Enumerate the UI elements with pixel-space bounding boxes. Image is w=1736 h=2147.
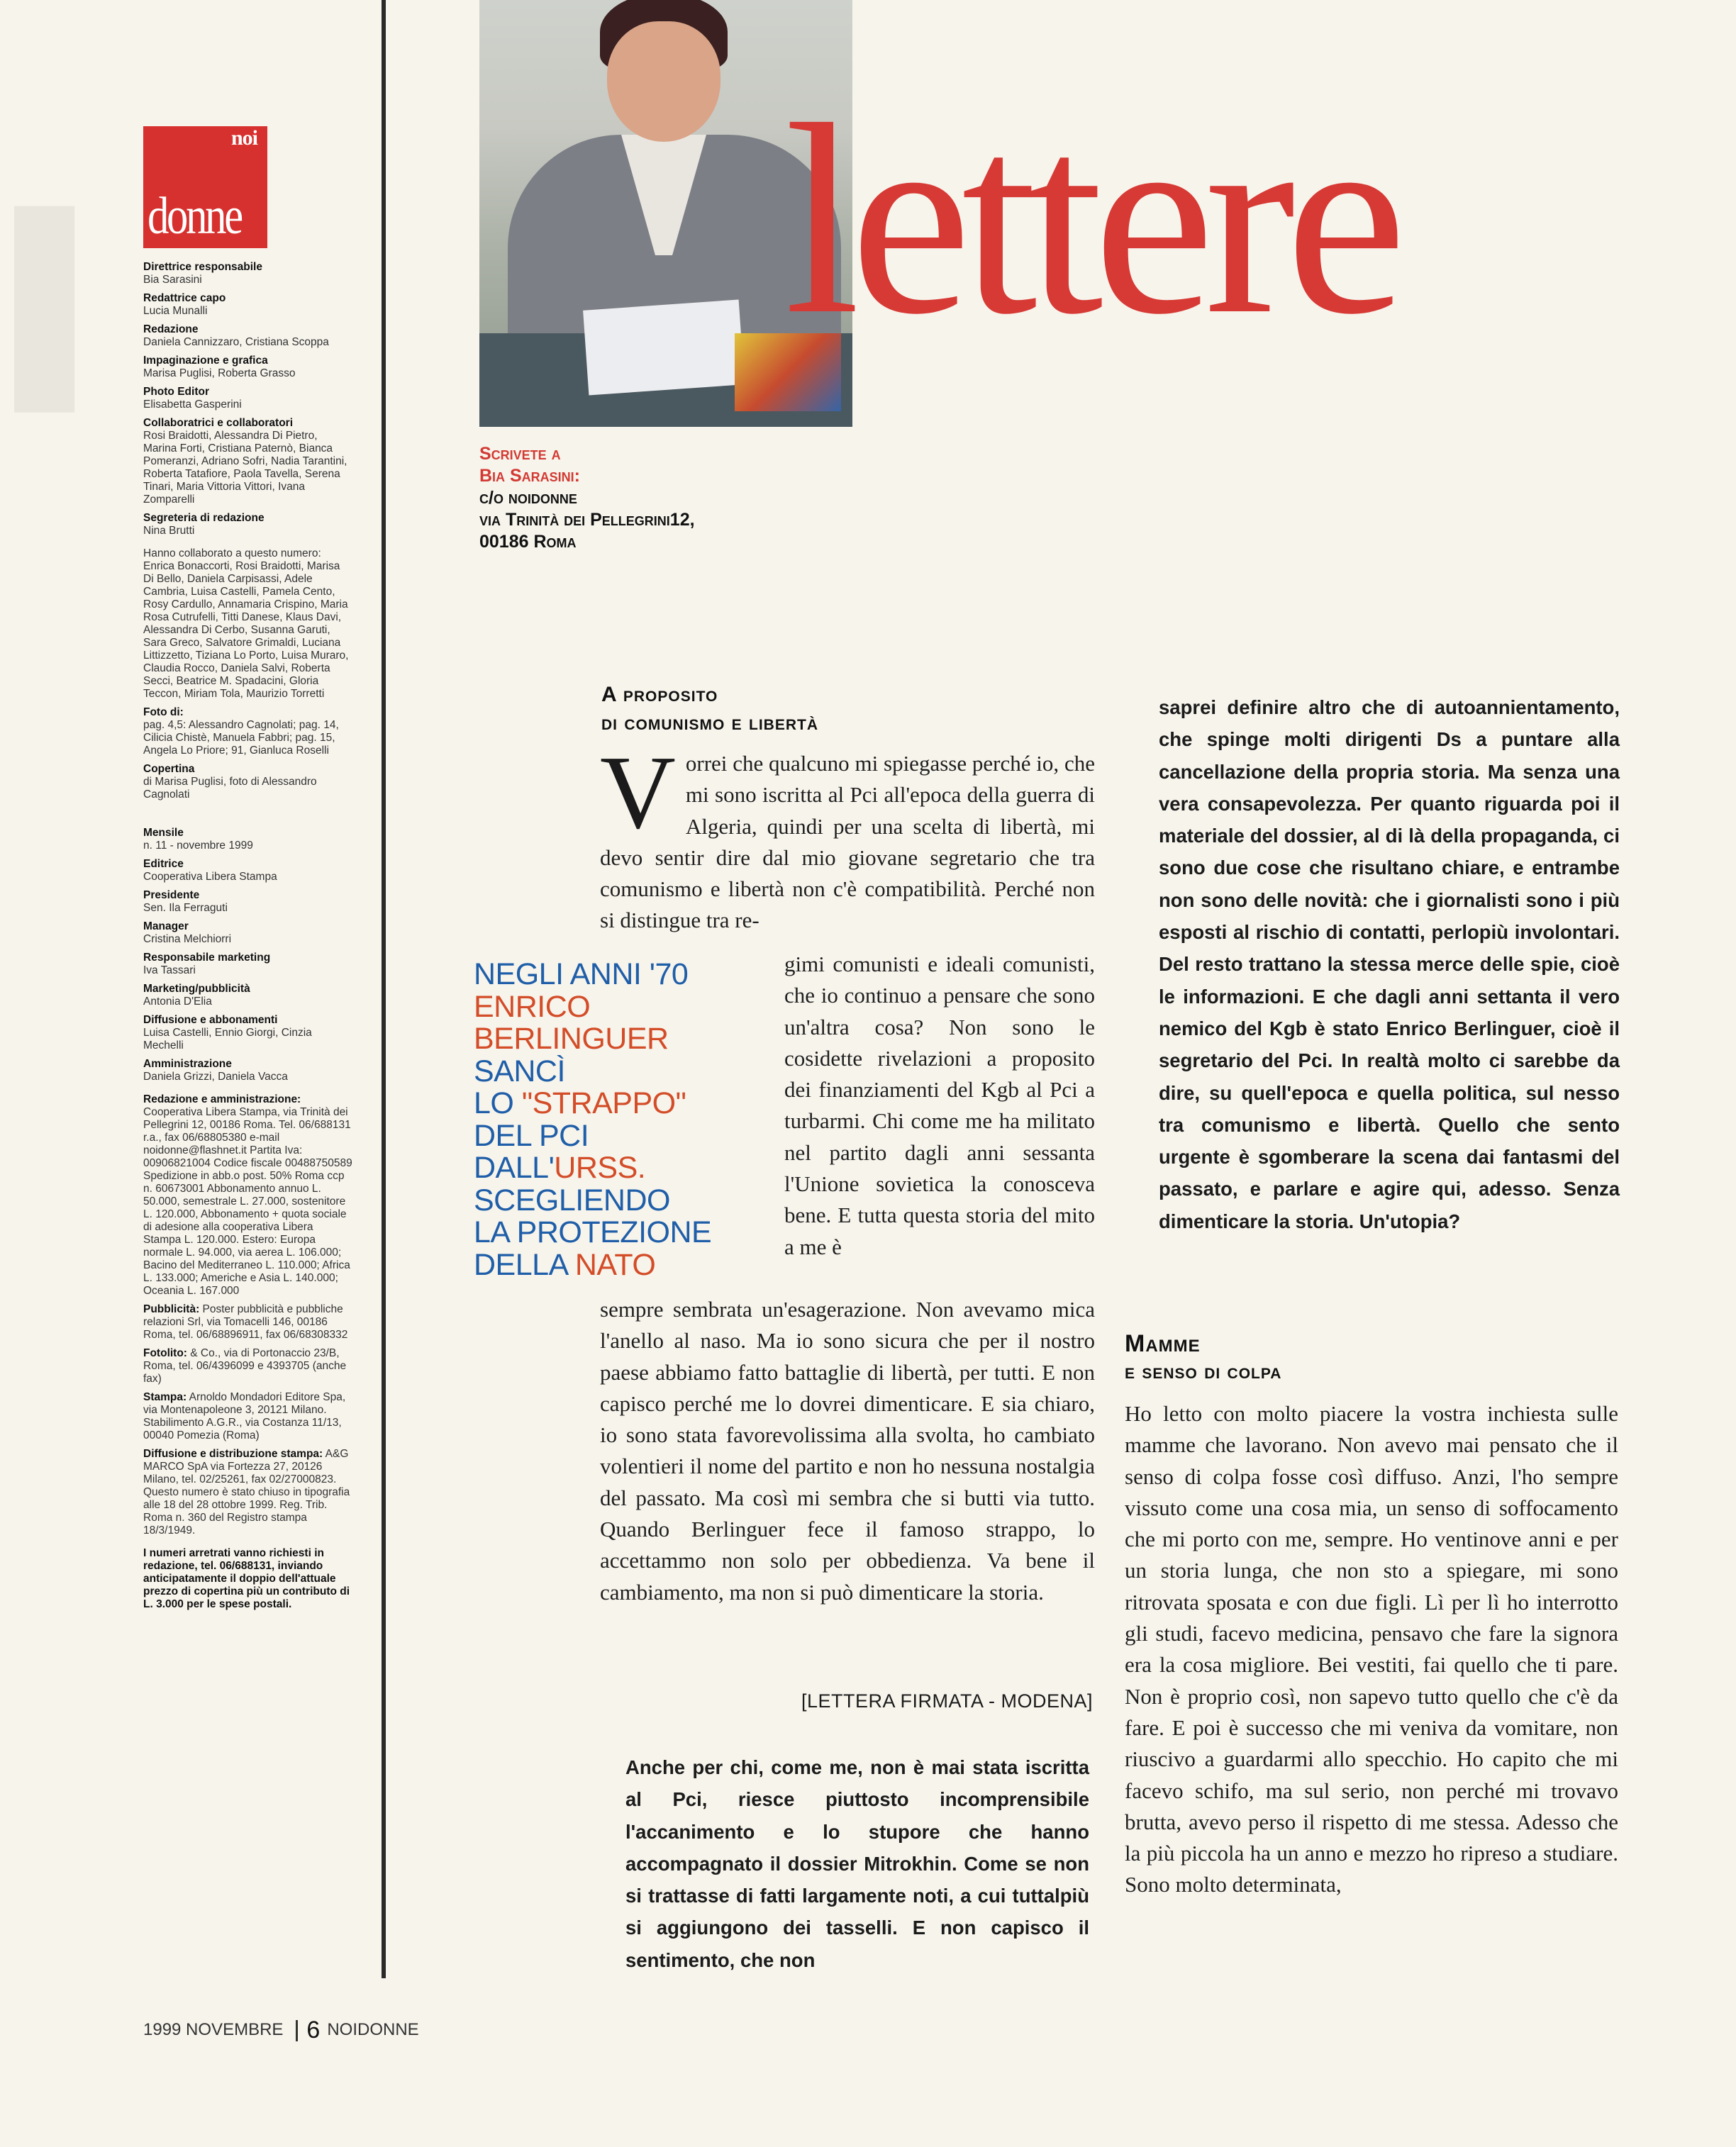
masthead-entry2-3: Manager Cristina Melchiorri — [143, 920, 232, 945]
page-footer: 1999 NOVEMBRE 6 NOIDONNE — [143, 2017, 419, 2043]
masthead-entry-5: Collaboratrici e collaboratori Rosi Braidotti, Alessandra Di Pietro, Marina Forti, Cristiana Paternò, Bianca Pomeranzi, Adriano Sofri, Nadia Tarantini, Roberta Tatafiore, Paola Tavella, Serena Tinari, Maria Vittoria Vittori, Ivana Zomparelli — [143, 417, 347, 506]
letter1-text-mid: gimi comunisti e ideali comunisti, che io continuo a pensare che sono un'altra cosa? Non sono le cosidette rivelazioni a proposito dei finanziamenti del Kgb al Pci a turbarmi. Chi come me ha militato nel partito dagli anni sessanta l'Unione sovietica la conosceva bene. E tutta questa storia del mito a me è — [784, 952, 1095, 1259]
column-divider — [382, 0, 386, 1978]
masthead-paragraph-2: Fotolito: & Co., via di Portonaccio 23/B, Roma, tel. 06/4396099 e 4393705 (anche fax) — [143, 1347, 347, 1385]
background-decoration: ▌ — [14, 209, 128, 398]
masthead-entry2-2: Presidente Sen. Ila Ferraguti — [143, 889, 228, 914]
masthead-entry2-4: Responsabile marketing Iva Tassari — [143, 952, 271, 976]
photo-credits: Foto di: pag. 4,5: Alessandro Cagnolati; pag. 14, Cilicia Chistè, Manuela Fabbri; pag. 15, Angela Lo Priore; 91, Gianluca Roselli — [143, 706, 339, 757]
letter1-signature: [LETTERA FIRMATA - MODENA] — [801, 1690, 1094, 1712]
masthead — [143, 126, 352, 1617]
back-issues-note: I numeri arretrati vanno richiesti in redazione, tel. 06/688131, inviando anticipatamente il doppio dell'attuale prezzo di copertina più un contributo di L. 3.000 per le spese postali. — [143, 1547, 350, 1610]
masthead-entry2-5: Marketing/pubblicità Antonia D'Elia — [143, 983, 250, 1008]
letter1-heading: A proposito di comunismo e libertà — [601, 683, 818, 735]
page-title: lettere — [784, 69, 1397, 371]
noidonne-logo — [143, 126, 267, 248]
dropcap: V — [600, 735, 676, 851]
logo-donne: donne — [148, 187, 241, 245]
masthead-entry-1: Redattrice capo Lucia Munalli — [143, 292, 226, 317]
masthead-entry-3: Impaginazione e grafica Marisa Puglisi, Roberta Grasso — [143, 355, 296, 379]
letter1-text-top: Vorrei che qualcuno mi spiegasse perché io, che mi sono iscritta al Pci all'epoca della guerra di Algeria, quindi per una scelta di libertà, mi devo sentir dire dal mio giovane segretario che tra comunismo e libertà non c'è compatibilità. Perché non si distingue tra re- — [600, 735, 1095, 933]
logo-noi: noi — [230, 126, 257, 150]
letter1-text-bottom: sempre sembrata un'esagerazione. Non avevamo mica l'anello al naso. Ma io sono sicura che per il nostro paese abbiamo fatto battaglie di libertà, per tutti. E non capisco perché me lo dovrei dimenticare. E sia chiaro, io sono stata favorevolissima alla svolta, ho cambiato volentieri il nome del partito e non ho nessuna nostalgia del passato. Ma così mi sembra che si butti via tutto. Quando Berlinguer fece il famoso strappo, lo accettammo non solo per obbedienza. Va bene il cambiamento, ma non si può dimenticare la storia. — [600, 1297, 1095, 1605]
masthead-entry2-6: Diffusione e abbonamenti Luisa Castelli, Ennio Giorgi, Cinzia Mechelli — [143, 1014, 312, 1052]
masthead-entry-0: Direttrice responsabile Bia Sarasini — [143, 261, 262, 286]
reply-part2: saprei definire altro che di autoannientamento, che spinge molti dirigenti Ds a puntare alla cancellazione della propria storia. Ma senza una vera consapevolezza. Per quanto riguarda poi il materiale del dossier, al di là della propaganda, ci sono due cose che risultano chiare, e entrambe non sono delle novità: che i giornalisti sono i più esposti al rischio di contatti, perlopiù involontari. Del resto trattano la stessa merce delle spie, cioè le informazioni. E che dagli anni settanta il vero nemico del Kgb è stato Enrico Berlinguer, cioè il segretario del Pci. In realtà molto ci sarebbe da dire, su quell'epoca e quella politica, sul nesso tra comunismo e libertà. Quello che sento urgente è sgomberare la scena dai fantasmi del passato, e parlare e agire qui, adesso. Senza dimenticare la storia. Un'utopia? — [1159, 696, 1620, 1232]
cover-credits: Copertina di Marisa Puglisi, foto di Alessandro Cagnolati — [143, 763, 317, 801]
masthead-entry-4: Photo Editor Elisabetta Gasperini — [143, 386, 242, 411]
page-number: 6 — [306, 2017, 321, 2043]
pull-quote: NEGLI ANNI '70 ENRICO BERLINGUER SANCÌ LO "STRAPPO" DEL PCI DALL'URSS. SCEGLIENDO LA PROTEZIONE DELLA NATO — [474, 957, 712, 1282]
masthead-entry-2: Redazione Daniela Cannizzaro, Cristiana Scoppa — [143, 323, 329, 348]
letter2-text: Ho letto con molto piacere la vostra inchiesta sulle mamme che lavorano. Non avevo mai pensato che il senso di colpa fosse così diffuso. Anzi, l'ho sempre vissuto come una cosa mia, un senso di soffocamento che mi porto con me, sempre. Ho ventinove anni e per un storia lunga, che non sto a spiegare, mi sono ritrovata sposata e con due figli. Lì per lì ho interrotto gli studi, facevo medicina, pensavo che fare la signora era la cosa migliore. Bei vestiti, fai quello che ti pare. Non è proprio così, non sapevo tutto quello che c'è da fare. E poi è successo che mi veniva da vomitare, non riuscivo a guardarmi allo specchio. Ho capito che mi facevo schifo, ma sul serio, non perché mi trovavo brutta, avevo perso il rispetto di me stessa. Adesso che la più piccola ha un anno e mezzo ho ripreso a studiare. Sono molto determinata, — [1125, 1401, 1618, 1897]
address-block: Scrivete a Bia Sarasini: c/o noidonne via Trinità dei Pellegrini12, 00186 Roma — [479, 444, 695, 552]
masthead-paragraph-4: Diffusione e distribuzione stampa: A&G MARCO SpA via Fortezza 27, 20126 Milano, tel. 02/25261, fax 02/27000823. Questo numero è stato chiuso in tipografia alle 18 del 28 ottobre 1999. Reg. Trib. Roma n. 360 del Registro stampa 18/3/1949. — [143, 1448, 350, 1537]
masthead-paragraph-1: Pubblicità: Poster pubblicità e pubbliche relazioni Srl, via Tomacelli 146, 00186 Roma, tel. 06/68896911, fax 06/68308332 — [143, 1303, 348, 1341]
contributors: Hanno collaborato a questo numero: Enrica Bonaccorti, Rosi Braidotti, Marisa Di Bello, Daniela Carpisassi, Adele Cambria, Luisa Castelli, Pamela Cento, Rosy Cardullo, Annamaria Crispino, Maria Rosa Cutrufelli, Titti Danese, Klaus Davi, Alessandra Di Cerbo, Susanna Garuti, Sara Greco, Salvatore Grimaldi, Luciana Littizzetto, Tiziana Lo Porto, Luisa Muraro, Claudia Rocco, Daniela Salvi, Roberta Secci, Beatrice M. Spadacini, Gloria Teccon, Miriam Tola, Maurizio Torretti — [143, 547, 349, 700]
reply-part1: Anche per chi, come me, non è mai stata iscritta al Pci, riesce piuttosto incomprensibile l'accanimento e lo stupore che hanno accompagnato il dossier Mitrokhin. Come se non si trattasse di fatti largamente noti, a cui tuttalpiù si aggiungono dei tasselli. E non capisco il sentimento, che non — [625, 1756, 1089, 1971]
masthead-paragraph-3: Stampa: Arnoldo Mondadori Editore Spa, via Montenapoleone 3, 20121 Milano. Stabilimento A.G.R., via Costanza 11/13, 00040 Pomezia (Roma) — [143, 1391, 346, 1441]
letter2-heading: Mamme e senso di colpa — [1125, 1330, 1282, 1383]
masthead-entry2-7: Amministrazione Daniela Grizzi, Daniela Vacca — [143, 1058, 288, 1083]
masthead-paragraph-0: Redazione e amministrazione: Cooperativa Libera Stampa, via Trinità dei Pellegrini 12, 00186 Roma. Tel. 06/688131 r.a., fax 06/68805380 e-mail noidonne@flashnet.it Partita Iva: 00906821004 Codice fiscale 00488750589 Spedizione in abb.o post. 50% Roma ccp n. 60673001 Abbonamento annuo L. 50.000, semestrale L. 27.000, sostenitore L. 120.000, Abbonamento + quota sociale di adesione alla cooperativa Libera Stampa L. 120.000. Estero: Europa normale L. 94.000, via aerea L. 106.000; Bacino del Mediterraneo L. 110.000; Africa L. 133.000; Americhe e Asia L. 140.000; Oceania L. 167.000 — [143, 1093, 352, 1297]
masthead-entry2-0: Mensile n. 11 - novembre 1999 — [143, 827, 253, 852]
masthead-entry-6: Segreteria di redazione Nina Brutti — [143, 512, 265, 537]
masthead-entry2-1: Editrice Cooperativa Libera Stampa — [143, 858, 277, 883]
